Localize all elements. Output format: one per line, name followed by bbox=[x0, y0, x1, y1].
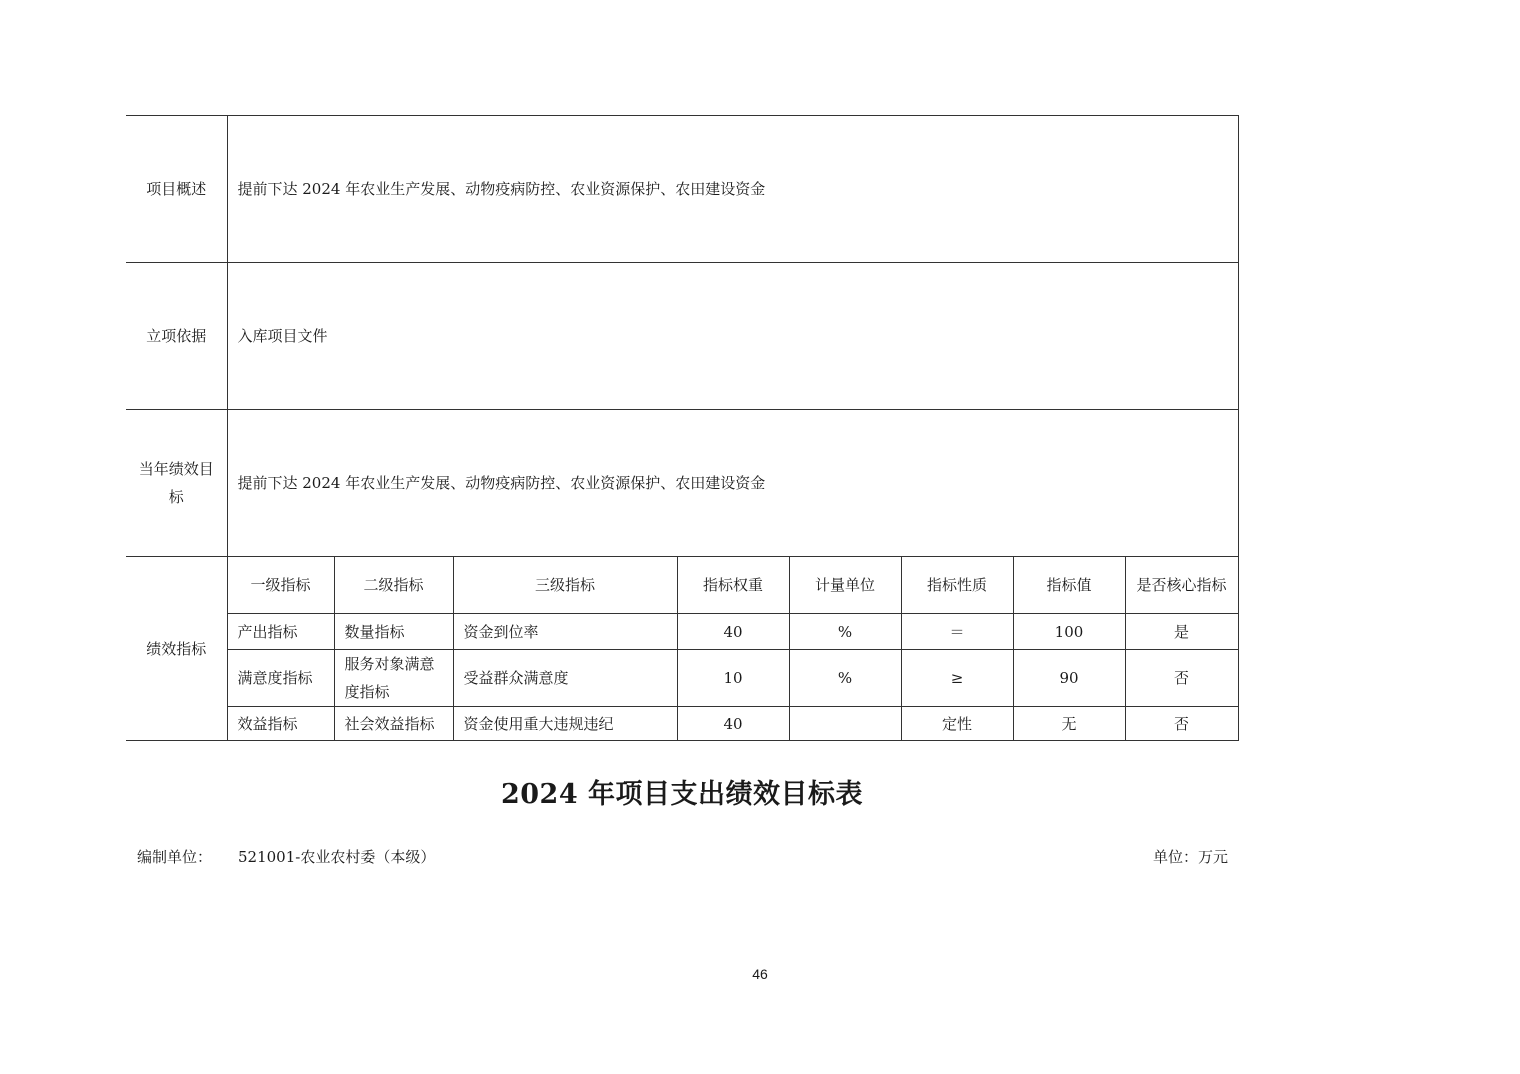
table-cell: 数量指标 bbox=[334, 614, 453, 650]
basis-label: 立项依据 bbox=[126, 263, 227, 410]
table-cell: 40 bbox=[677, 614, 789, 650]
header-cell: 三级指标 bbox=[453, 557, 677, 614]
header-cell: 二级指标 bbox=[334, 557, 453, 614]
header-cell: 指标值 bbox=[1013, 557, 1125, 614]
table-cell: 满意度指标 bbox=[227, 650, 334, 707]
overview-value: 提前下达 2024 年农业生产发展、动物疫病防控、农业资源保护、农田建设资金 bbox=[227, 116, 1238, 263]
header-cell: 计量单位 bbox=[789, 557, 901, 614]
annual-goal-value: 提前下达 2024 年农业生产发展、动物疫病防控、农业资源保护、农田建设资金 bbox=[227, 410, 1238, 557]
table-cell: 服务对象满意度指标 bbox=[334, 650, 453, 707]
performance-table bbox=[126, 115, 1239, 741]
indicator-header-row bbox=[126, 557, 1238, 614]
annual-goal-row bbox=[126, 410, 1238, 557]
header-cell: 指标性质 bbox=[901, 557, 1013, 614]
basis-value: 入库项目文件 bbox=[227, 263, 1238, 410]
table-cell: 90 bbox=[1013, 650, 1125, 707]
overview-label: 项目概述 bbox=[126, 116, 227, 263]
page-number: 46 bbox=[752, 966, 768, 982]
org-label: 编制单位： bbox=[137, 848, 213, 866]
unit-label: 单位：万元 bbox=[1152, 848, 1228, 866]
table-cell: ≥ bbox=[901, 650, 1013, 707]
table-cell: 否 bbox=[1125, 650, 1238, 707]
table-cell: 定性 bbox=[901, 707, 1013, 741]
header-cell: 一级指标 bbox=[227, 557, 334, 614]
page-title: 2024 年项目支出绩效目标表 bbox=[500, 779, 864, 810]
table-cell: 社会效益指标 bbox=[334, 707, 453, 741]
org-value: 521001-农业农村委（本级） bbox=[238, 848, 436, 866]
table-cell: 产出指标 bbox=[227, 614, 334, 650]
table-row bbox=[126, 650, 1238, 707]
table-cell: ＝ bbox=[901, 614, 1013, 650]
table-cell: 10 bbox=[677, 650, 789, 707]
table-cell: 资金使用重大违规违纪 bbox=[453, 707, 677, 741]
table-cell: 否 bbox=[1125, 707, 1238, 741]
table-cell: 受益群众满意度 bbox=[453, 650, 677, 707]
table-cell: % bbox=[789, 650, 901, 707]
table-cell: 是 bbox=[1125, 614, 1238, 650]
table-cell: % bbox=[789, 614, 901, 650]
table-cell: 100 bbox=[1013, 614, 1125, 650]
annual-goal-label: 当年绩效目标 bbox=[126, 410, 227, 557]
table-row bbox=[126, 614, 1238, 650]
header-cell: 指标权重 bbox=[677, 557, 789, 614]
basis-row bbox=[126, 263, 1238, 410]
table-cell: 效益指标 bbox=[227, 707, 334, 741]
table-cell bbox=[789, 707, 901, 741]
header-cell: 是否核心指标 bbox=[1125, 557, 1238, 614]
overview-row bbox=[126, 116, 1238, 263]
table-cell: 资金到位率 bbox=[453, 614, 677, 650]
indicators-label: 绩效指标 bbox=[126, 557, 227, 741]
table-cell: 无 bbox=[1013, 707, 1125, 741]
table-cell: 40 bbox=[677, 707, 789, 741]
table-row bbox=[126, 707, 1238, 741]
